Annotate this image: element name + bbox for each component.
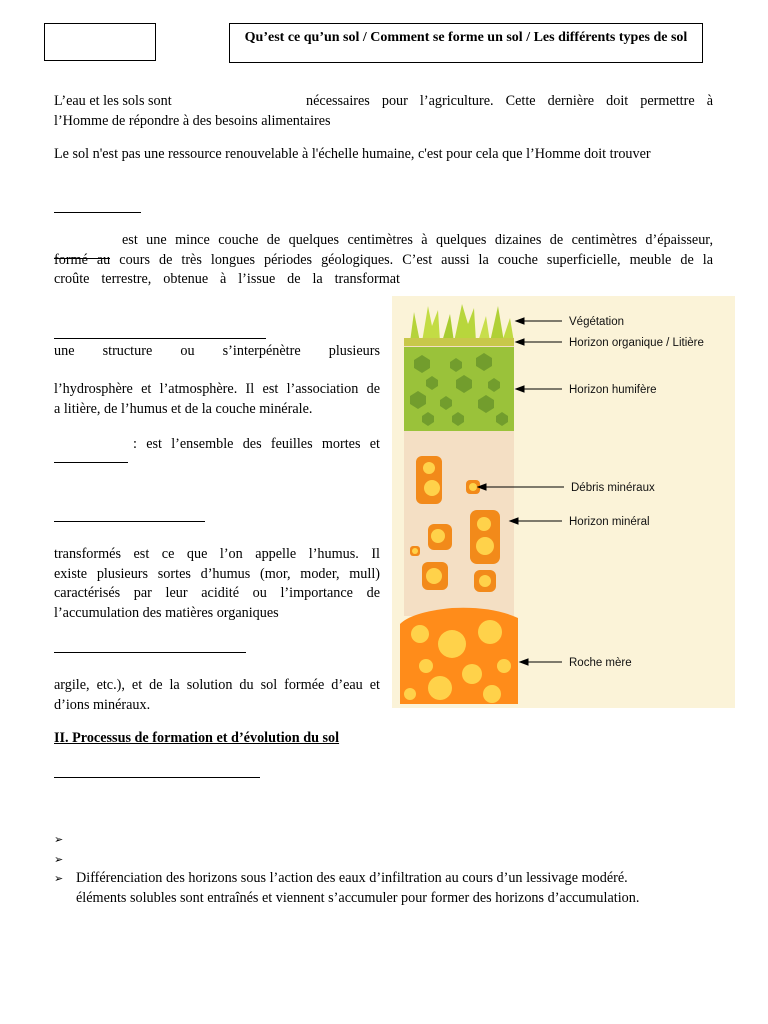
fill-in-blank-4 xyxy=(54,450,128,470)
bullet-list xyxy=(54,830,714,908)
paragraph-1 xyxy=(54,92,713,131)
paragraph-8-line-1: argile, etc.), et de la solution du sol formée d’eau et xyxy=(54,677,380,693)
paragraph-7-line-4: l’accumulation des matières organiques xyxy=(54,604,279,621)
list-item xyxy=(54,830,714,850)
paragraph-7-line-3: caractérisés par leur acidité ou l’importance de xyxy=(54,585,380,601)
fill-in-blank-6 xyxy=(54,652,246,653)
paragraph-4: une structure ou s’interpénètre plusieurs xyxy=(54,343,380,359)
paragraph-2: Le sol n'est pas une ressource renouvelable à l'échelle humaine, c'est pour cela que l’Homme doit trouver xyxy=(54,146,651,162)
arrowhead-bullet-icon: ➢ xyxy=(54,833,64,846)
paragraph-7 xyxy=(54,545,380,623)
paragraph-1-end: nécessaires pour l’agriculture. Cette dernière doit permettre à xyxy=(306,93,713,109)
list-item: ➢ Différenciation des horizons sous l’action des eaux d’infiltration au cours d’un lessivage modéré. xyxy=(54,869,714,889)
paragraph-1-start: L’eau et les sols sont xyxy=(54,93,172,109)
paragraph-8 xyxy=(54,676,380,715)
paragraph-3-line-1: est une mince couche de quelques centimètres à quelques dizaines de centimètres d’épaisseur, xyxy=(122,232,713,248)
label-horizon-organique: Horizon organique / Litière xyxy=(569,337,704,349)
paragraph-7-line-1: transformés est ce que l’on appelle l’humus. Il xyxy=(54,546,380,562)
paragraph-5-line-1: l’hydrosphère et l’atmosphère. Il est l’association de xyxy=(54,381,380,397)
label-debris-mineraux: Débris minéraux xyxy=(571,482,655,494)
paragraph-6 xyxy=(54,435,380,455)
paragraph-3 xyxy=(54,231,713,290)
soil-profile-diagram xyxy=(392,296,735,708)
arrowhead-bullet-icon: ➢ xyxy=(54,852,64,866)
paragraph-3-line-3: croûte terrestre, obtenue à l’issue de la transformat xyxy=(54,271,400,287)
paragraph-8-line-2: d’ions minéraux. xyxy=(54,696,151,713)
fill-in-blank-7 xyxy=(54,777,260,778)
label-vegetation: Végétation xyxy=(569,316,624,328)
label-horizon-mineral: Horizon minéral xyxy=(569,516,650,528)
document-title: Qu’est ce qu’un sol / Comment se forme un sol / Les différents types de sol xyxy=(229,23,703,63)
label-roche-mere: Roche mère xyxy=(569,657,632,669)
fill-in-blank-2 xyxy=(54,246,110,266)
section-2-heading: II. Processus de formation et d’évolution du sol xyxy=(54,730,340,746)
paragraph-5-line-2: a litière, de l’humus et de la couche minérale. xyxy=(54,400,313,417)
paragraph-5 xyxy=(54,380,380,419)
fill-in-blank-1 xyxy=(54,212,141,213)
paragraph-7-line-2: existe plusieurs sortes d’humus (mor, moder, mull) xyxy=(54,565,380,582)
horizon-organique-litiere xyxy=(404,338,514,346)
arrowhead-bullet-icon: ➢ xyxy=(54,872,64,885)
paragraph-3-line-2: formé au cours de très longues périodes géologiques. C’est aussi la couche superficielle, meuble de la xyxy=(54,251,713,268)
paragraph-1-line-2: l’Homme de répondre à des besoins alimentaires xyxy=(54,112,331,129)
empty-name-box xyxy=(44,23,156,61)
fill-in-blank-5 xyxy=(54,521,205,522)
list-item-continuation: éléments solubles sont entraînés et viennent s’accumuler pour former des horizons d’accumulation. xyxy=(76,889,640,906)
paragraph-6-line-1: : est l’ensemble des feuilles mortes et xyxy=(133,436,380,452)
list-item xyxy=(54,850,714,870)
label-horizon-humifere: Horizon humifère xyxy=(569,384,657,396)
fill-in-blank-3 xyxy=(54,338,266,339)
